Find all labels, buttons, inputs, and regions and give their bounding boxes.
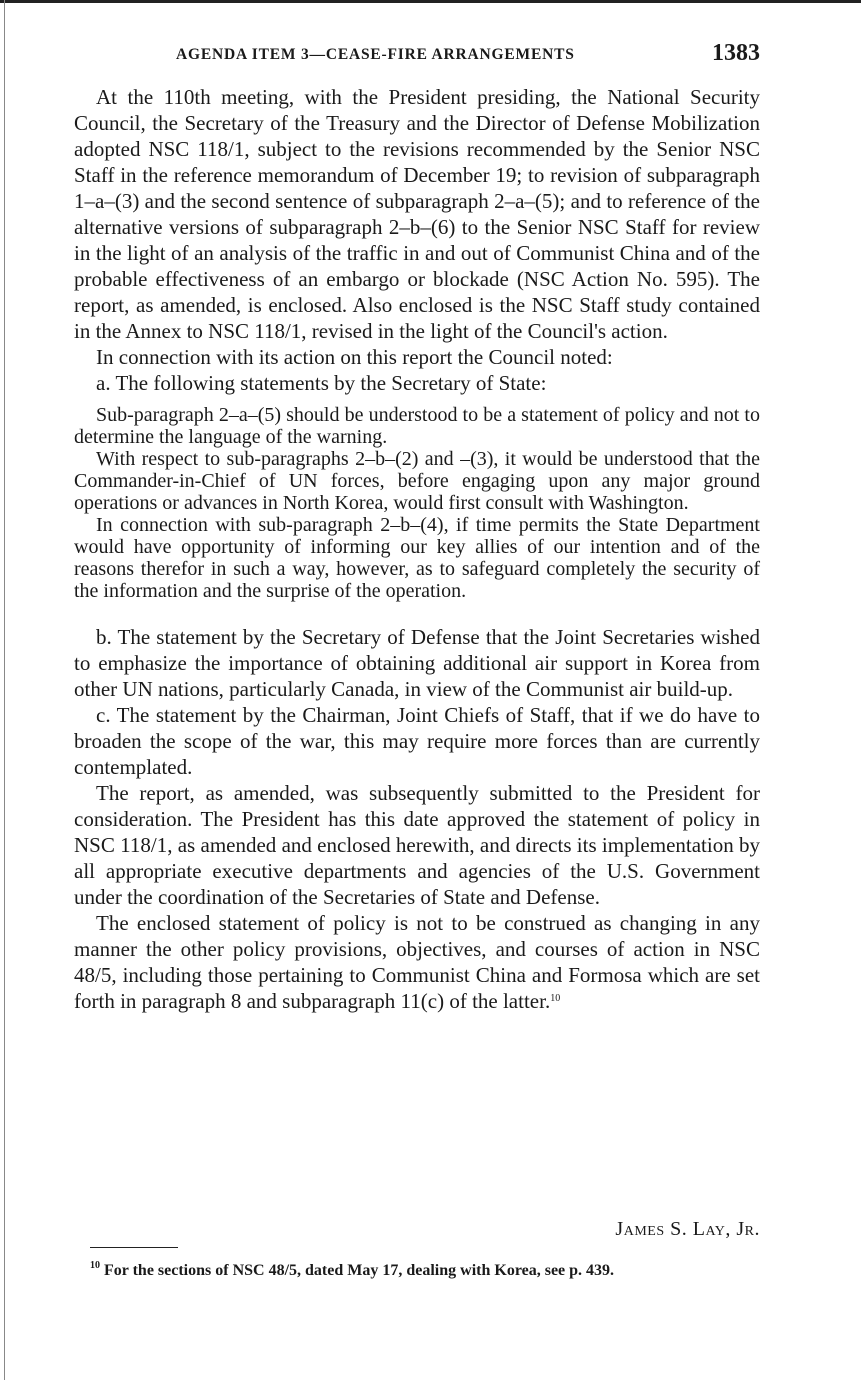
paragraph-nsc-48-5-text: The enclosed statement of policy is not to be construed as changing in any manner the other policy provisions, objectives, and courses of action in NSC 48/5, including those pertaining to Communist China and Formosa which are set forth in paragraph 8 and subparagraph 11(c) of the latter. <box>74 911 760 1013</box>
footnote-marker: 10 <box>90 1260 100 1271</box>
page-header <box>74 40 760 74</box>
document-body <box>74 84 760 1014</box>
paragraph-a-secretary-of-state: a. The following statements by the Secretary of State: <box>96 371 547 395</box>
quote-subparagraphs-2b2-3: With respect to sub-paragraphs 2–b–(2) and –(3), it would be understood that the Commander-in-Chief of UN forces, before engaging upon any major ground operations or advances in North Korea, would first consult with Washington. <box>74 448 760 514</box>
later-paragraphs <box>74 624 760 1014</box>
paragraph-110th-meeting: At the 110th meeting, with the President presiding, the National Security Council, the Secretary of the Treasury and the Director of Defense Mobilization adopted NSC 118/1, subject to the revisions recommended by the Senior NSC Staff in the reference memorandum of December 19; to revision of subparagraph 1–a–(3) and the second sentence of subparagraph 2–a–(5); and to reference of the alternative versions of subparagraph 2–b–(6) to the Senior NSC Staff for review in the light of an analysis of the traffic in and out of Communist China and of the probable effectiveness of an embargo or blockade (NSC Action No. 595). The report, as amended, is enclosed. Also enclosed is the NSC Staff study contained in the Annex to NSC 118/1, revised in the light of the Council's action. <box>74 85 760 343</box>
footnote-rule <box>90 1247 178 1248</box>
signature: James S. Lay, Jr. <box>615 1218 760 1240</box>
quoted-statements <box>74 404 760 602</box>
footnote-reference: 10 <box>550 993 561 1004</box>
page-top-edge <box>0 0 861 3</box>
paragraph-report-approved: The report, as amended, was subsequently submitted to the President for consideration. The President has this date approved the statement of policy in NSC 118/1, as amended and enclosed herewith, and directs its implementation by all appropriate executive departments and agencies of the U.S. Government under the coordination of the Secretaries of State and Defense. <box>74 781 760 909</box>
paragraph-c-chairman-jcs: c. The statement by the Chairman, Joint Chiefs of Staff, that if we do have to broaden the scope of the war, this may require more forces than are currently contemplated. <box>74 703 760 779</box>
page-number: 1383 <box>712 40 760 66</box>
paragraph-council-noted: In connection with its action on this report the Council noted: <box>96 345 613 369</box>
footnote-text: For the sections of NSC 48/5, dated May 17, dealing with Korea, see p. 439. <box>104 1262 615 1279</box>
quote-subparagraph-2b4: In connection with sub-paragraph 2–b–(4), if time permits the State Department would have opportunity of informing our key allies of our intention and of the reasons therefor in such a way, however, as to safeguard completely the security of the information and the surprise of the operation. <box>74 514 760 602</box>
running-head: AGENDA ITEM 3—CEASE-FIRE ARRANGEMENTS <box>176 46 575 63</box>
footnote <box>74 1262 760 1280</box>
paragraph-nsc-48-5 <box>74 910 760 1014</box>
paragraph-b-secretary-of-defense: b. The statement by the Secretary of Defense that the Joint Secretaries wished to emphasize the importance of obtaining additional air support in Korea from other UN nations, particularly Canada, in view of the Communist air build-up. <box>74 625 760 701</box>
quote-subparagraph-2a5: Sub-paragraph 2–a–(5) should be understood to be a statement of policy and not to determine the language of the warning. <box>74 404 760 448</box>
page-left-edge <box>4 0 5 1380</box>
